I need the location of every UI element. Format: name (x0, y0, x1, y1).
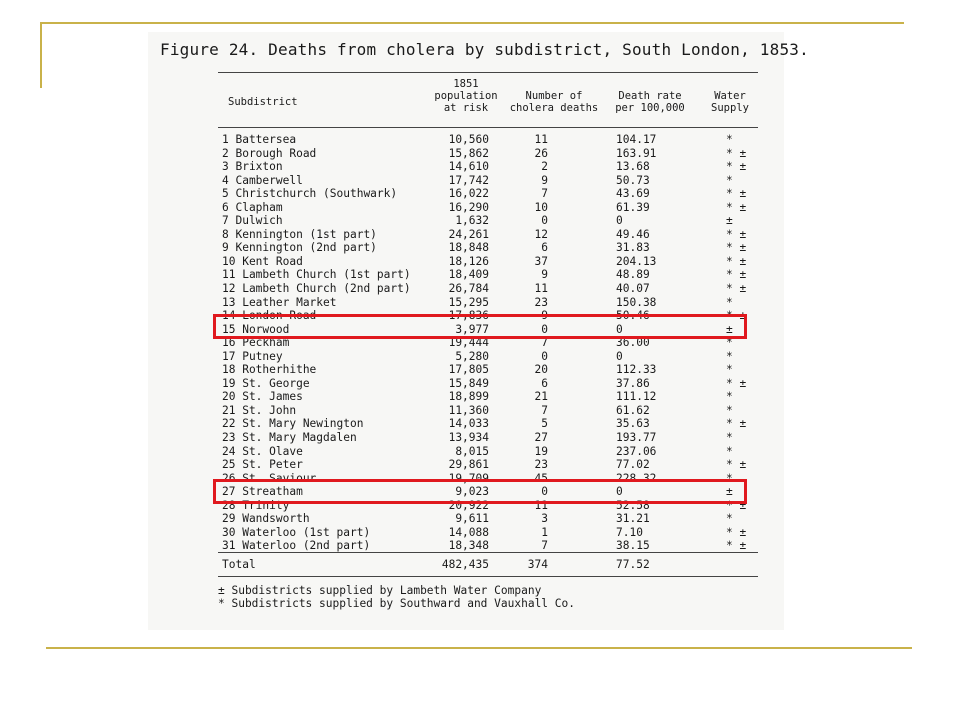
deaths-cell: 7 (541, 403, 548, 417)
death-rate-cell: 104.17 (616, 133, 657, 146)
header-subdistrict: Subdistrict (228, 96, 298, 108)
total-rate: 77.52 (616, 558, 650, 571)
population-cell: 18,899 (448, 390, 489, 404)
subdistrict-cell: 4 Camberwell (222, 173, 303, 187)
death-rate-cell: 43.69 (616, 187, 650, 201)
water-supply-cell: * ± (726, 376, 747, 390)
subdistrict-cell: 31 Waterloo (2nd part) (222, 539, 371, 553)
death-rate-cell: 50.46 (616, 309, 650, 323)
population-cell: 8,015 (455, 444, 489, 458)
population-cell: 17,742 (448, 173, 489, 187)
death-rate-cell: 112.33 (616, 363, 657, 377)
death-rate-cell: 228.32 (616, 471, 657, 485)
death-rate-cell: 61.39 (616, 200, 650, 214)
table-row (218, 431, 758, 445)
population-cell: 29,861 (448, 458, 489, 472)
water-supply-cell: * ± (726, 146, 747, 160)
death-rate-cell: 52.58 (616, 498, 650, 512)
subdistrict-cell: 24 St. Olave (222, 444, 303, 458)
population-cell: 14,610 (448, 160, 489, 174)
population-cell: 15,849 (448, 376, 489, 390)
death-rate-cell: 50.73 (616, 173, 650, 187)
subdistrict-cell: 21 St. John (222, 403, 297, 417)
table-row (218, 350, 758, 364)
deaths-cell: 7 (541, 336, 548, 350)
table-row (218, 147, 758, 161)
subdistrict-cell: 12 Lambeth Church (2nd part) (222, 282, 411, 296)
death-rate-cell: 237.06 (616, 444, 657, 458)
subdistrict-cell: 23 St. Mary Magdalen (222, 431, 357, 445)
death-rate-cell: 0 (616, 485, 623, 499)
subdistrict-cell: 14 London Road (222, 309, 317, 323)
footnote-lambeth: ± Subdistricts supplied by Lambeth Water Company (218, 584, 542, 597)
water-supply-cell: * (726, 512, 733, 526)
water-supply-cell: * (726, 444, 733, 458)
water-supply-cell: * (726, 403, 733, 417)
subdistrict-cell: 16 Peckham (222, 336, 290, 350)
death-rate-cell: 13.68 (616, 160, 650, 174)
population-cell: 14,088 (448, 525, 489, 539)
deaths-cell: 11 (534, 498, 548, 512)
population-cell: 1,632 (455, 214, 489, 228)
water-supply-cell: * (726, 363, 733, 377)
subdistrict-cell: 29 Wandsworth (222, 512, 310, 526)
water-supply-cell: * ± (726, 309, 747, 323)
figure-title: Figure 24. Deaths from cholera by subdistrict, South London, 1853. (160, 40, 809, 59)
population-cell: 9,611 (455, 512, 489, 526)
water-supply-cell: ± (726, 485, 733, 499)
subdistrict-cell: 17 Putney (222, 349, 283, 363)
deaths-cell: 10 (534, 200, 548, 214)
water-supply-cell: * (726, 349, 733, 363)
water-supply-cell: * ± (726, 160, 747, 174)
subdistrict-cell: 27 Streatham (222, 485, 303, 499)
death-rate-cell: 36.00 (616, 336, 650, 350)
water-supply-cell: * (726, 336, 733, 350)
deaths-cell: 21 (534, 390, 548, 404)
subdistrict-cell: 18 Rotherhithe (222, 363, 317, 377)
table-row (218, 255, 758, 269)
water-supply-cell: * ± (726, 282, 747, 296)
table-row (218, 133, 758, 147)
population-cell: 18,126 (448, 254, 489, 268)
death-rate-cell: 0 (616, 214, 623, 228)
water-supply-cell: * (726, 133, 733, 146)
death-rate-cell: 38.15 (616, 539, 650, 553)
population-cell: 13,934 (448, 431, 489, 445)
deaths-cell: 26 (534, 146, 548, 160)
total-bottom-rule (218, 576, 758, 577)
water-supply-cell: * ± (726, 187, 747, 201)
water-supply-cell: * ± (726, 200, 747, 214)
subdistrict-cell: 26 St. Saviour (222, 471, 317, 485)
subdistrict-cell: 13 Leather Market (222, 295, 337, 309)
total-label: Total (222, 558, 256, 571)
water-supply-cell: * (726, 173, 733, 187)
water-supply-cell: * ± (726, 525, 747, 539)
header-population: 1851 population at risk (434, 78, 498, 114)
total-top-rule (218, 552, 758, 553)
table-row (218, 390, 758, 404)
deaths-cell: 23 (534, 458, 548, 472)
death-rate-cell: 40.07 (616, 282, 650, 296)
deaths-cell: 9 (541, 173, 548, 187)
deaths-cell: 7 (541, 539, 548, 553)
table-row (218, 296, 758, 310)
subdistrict-cell: 11 Lambeth Church (1st part) (222, 268, 411, 282)
header-deaths: Number of cholera deaths (509, 90, 599, 114)
water-supply-cell: * (726, 390, 733, 404)
population-cell: 17,836 (448, 309, 489, 323)
table-row (218, 201, 758, 215)
header-top-rule (218, 72, 758, 73)
deaths-cell: 45 (534, 471, 548, 485)
header-bottom-rule (218, 127, 758, 128)
subdistrict-cell: 1 Battersea (222, 133, 297, 146)
death-rate-cell: 31.21 (616, 512, 650, 526)
population-cell: 5,280 (455, 349, 489, 363)
water-supply-cell: * ± (726, 498, 747, 512)
subdistrict-cell: 5 Christchurch (Southwark) (222, 187, 398, 201)
subdistrict-cell: 15 Norwood (222, 322, 290, 336)
death-rate-cell: 49.46 (616, 227, 650, 241)
population-cell: 10,560 (448, 133, 489, 146)
deaths-cell: 37 (534, 254, 548, 268)
subdistrict-cell: 9 Kennington (2nd part) (222, 241, 377, 255)
slide-frame-bottom-line (46, 647, 912, 649)
population-cell: 16,022 (448, 187, 489, 201)
death-rate-cell: 150.38 (616, 295, 657, 309)
table-row (218, 160, 758, 174)
population-cell: 15,295 (448, 295, 489, 309)
deaths-cell: 1 (541, 525, 548, 539)
table-row (218, 404, 758, 418)
deaths-cell: 0 (541, 322, 548, 336)
deaths-cell: 0 (541, 214, 548, 228)
deaths-cell: 12 (534, 227, 548, 241)
population-cell: 18,348 (448, 539, 489, 553)
deaths-cell: 11 (534, 133, 548, 146)
subdistrict-cell: 19 St. George (222, 376, 310, 390)
death-rate-cell: 204.13 (616, 254, 657, 268)
water-supply-cell: * ± (726, 227, 747, 241)
footnote-southwark-vauxhall: * Subdistricts supplied by Southward and Vauxhall Co. (218, 597, 575, 610)
deaths-cell: 0 (541, 349, 548, 363)
table-row (218, 214, 758, 228)
deaths-cell: 9 (541, 309, 548, 323)
total-population: 482,435 (441, 558, 489, 571)
death-rate-cell: 61.62 (616, 403, 650, 417)
death-rate-cell: 193.77 (616, 431, 657, 445)
water-supply-cell: * ± (726, 241, 747, 255)
population-cell: 18,848 (448, 241, 489, 255)
subdistrict-cell: 28 Trinity (222, 498, 290, 512)
table-row (218, 526, 758, 540)
water-supply-cell: * ± (726, 268, 747, 282)
death-rate-cell: 0 (616, 322, 623, 336)
deaths-cell: 23 (534, 295, 548, 309)
subdistrict-cell: 10 Kent Road (222, 254, 303, 268)
table-row (218, 512, 758, 526)
water-supply-cell: * ± (726, 417, 747, 431)
water-supply-cell: * ± (726, 539, 747, 553)
subdistrict-cell: 8 Kennington (1st part) (222, 227, 377, 241)
population-cell: 9,023 (455, 485, 489, 499)
population-cell: 24,261 (448, 227, 489, 241)
death-rate-cell: 163.91 (616, 146, 657, 160)
table-row (218, 377, 758, 391)
population-cell: 18,409 (448, 268, 489, 282)
death-rate-cell: 77.02 (616, 458, 650, 472)
death-rate-cell: 37.86 (616, 376, 650, 390)
water-supply-cell: * (726, 431, 733, 445)
deaths-cell: 6 (541, 241, 548, 255)
total-row (218, 558, 758, 572)
death-rate-cell: 0 (616, 349, 623, 363)
deaths-cell: 9 (541, 268, 548, 282)
population-cell: 26,784 (448, 282, 489, 296)
death-rate-cell: 48.89 (616, 268, 650, 282)
subdistrict-cell: 3 Brixton (222, 160, 283, 174)
slide-frame-top-line (40, 22, 904, 24)
deaths-cell: 3 (541, 512, 548, 526)
table-row (218, 187, 758, 201)
table-row (218, 363, 758, 377)
table-row (218, 241, 758, 255)
table-row (218, 268, 758, 282)
subdistrict-cell: 25 St. Peter (222, 458, 303, 472)
deaths-cell: 11 (534, 282, 548, 296)
deaths-cell: 5 (541, 417, 548, 431)
subdistrict-cell: 30 Waterloo (1st part) (222, 525, 371, 539)
highlight-box-norwood (213, 314, 747, 339)
water-supply-cell: * (726, 471, 733, 485)
table-row (218, 445, 758, 459)
water-supply-cell: * (726, 295, 733, 309)
total-deaths: 374 (527, 558, 548, 571)
population-cell: 3,977 (455, 322, 489, 336)
population-cell: 16,290 (448, 200, 489, 214)
death-rate-cell: 31.83 (616, 241, 650, 255)
slide-frame-left-line (40, 22, 42, 88)
subdistrict-cell: 7 Dulwich (222, 214, 283, 228)
deaths-cell: 20 (534, 363, 548, 377)
subdistrict-cell: 2 Borough Road (222, 146, 317, 160)
population-cell: 11,360 (448, 403, 489, 417)
header-rate: Death rate per 100,000 (615, 90, 685, 114)
subdistrict-cell: 20 St. James (222, 390, 303, 404)
water-supply-cell: * ± (726, 458, 747, 472)
deaths-cell: 0 (541, 485, 548, 499)
death-rate-cell: 111.12 (616, 390, 657, 404)
deaths-cell: 2 (541, 160, 548, 174)
death-rate-cell: 35.63 (616, 417, 650, 431)
deaths-cell: 6 (541, 376, 548, 390)
population-cell: 19,444 (448, 336, 489, 350)
table-row (218, 417, 758, 431)
header-water: Water Supply (711, 90, 749, 114)
water-supply-cell: ± (726, 214, 733, 228)
footnotes (218, 584, 575, 610)
population-cell: 19,709 (448, 471, 489, 485)
population-cell: 15,862 (448, 146, 489, 160)
water-supply-cell: ± (726, 322, 733, 336)
table-row (218, 174, 758, 188)
highlight-box-streatham (213, 479, 747, 504)
deaths-cell: 19 (534, 444, 548, 458)
death-rate-cell: 7.10 (616, 525, 643, 539)
table-row (218, 282, 758, 296)
subdistrict-cell: 22 St. Mary Newington (222, 417, 364, 431)
deaths-cell: 7 (541, 187, 548, 201)
population-cell: 20,922 (448, 498, 489, 512)
table-row (218, 458, 758, 472)
table-row (218, 228, 758, 242)
water-supply-cell: * ± (726, 254, 747, 268)
population-cell: 14,033 (448, 417, 489, 431)
subdistrict-cell: 6 Clapham (222, 200, 283, 214)
table-row (218, 539, 758, 553)
population-cell: 17,805 (448, 363, 489, 377)
deaths-cell: 27 (534, 431, 548, 445)
